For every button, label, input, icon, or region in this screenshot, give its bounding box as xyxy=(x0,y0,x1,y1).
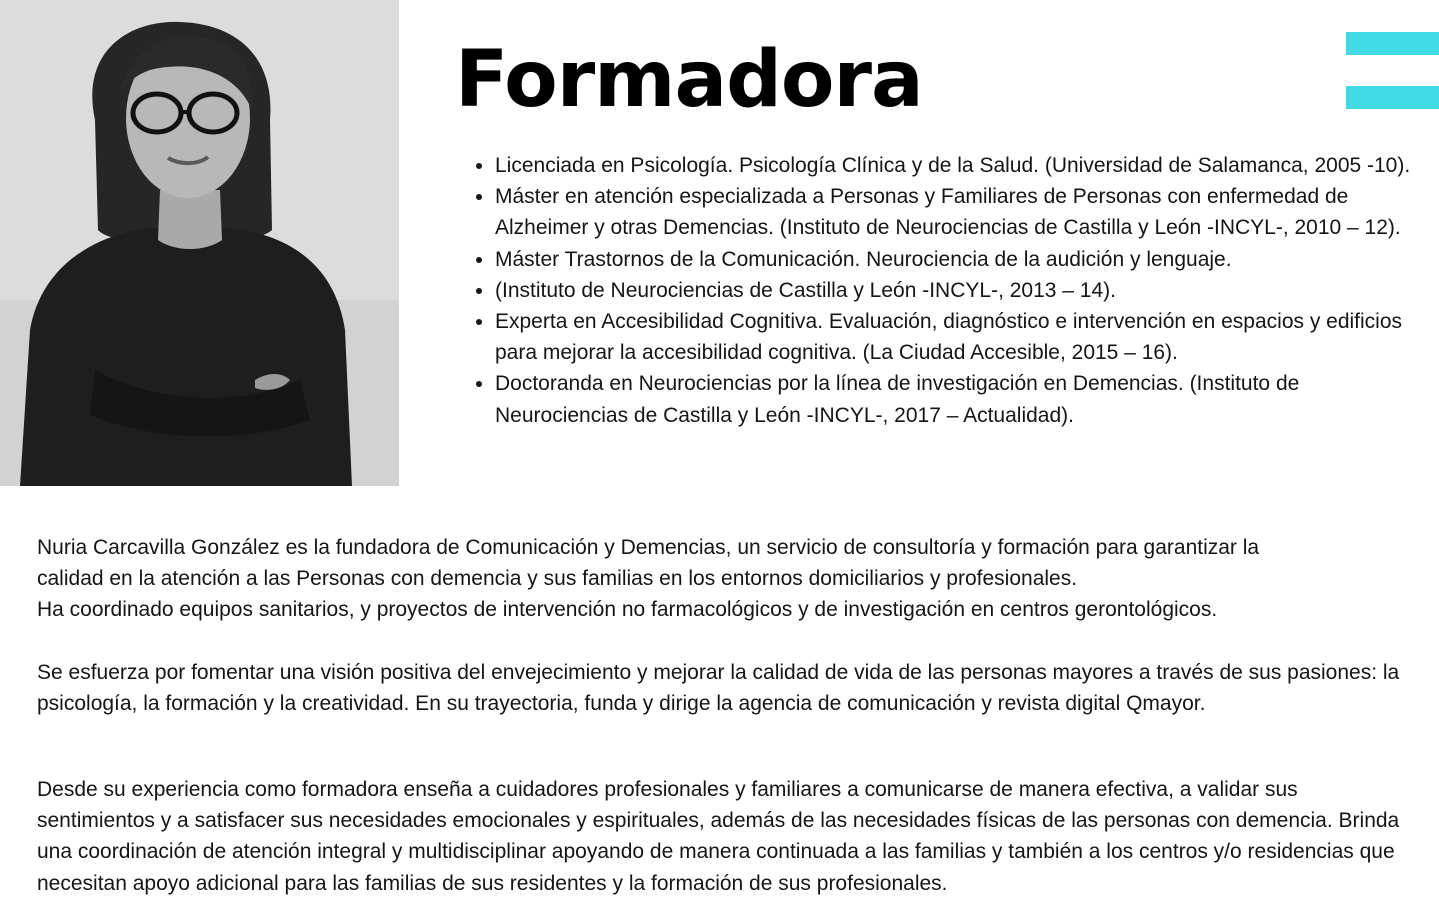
page-title: Formadora xyxy=(455,35,923,125)
accent-bar-top xyxy=(1346,32,1439,55)
credential-item: • Licenciada en Psicología. Psicología Clínica y de la Salud. (Universidad de Salamanca, 2005 -10). xyxy=(495,150,1415,181)
credentials-list xyxy=(473,150,1415,431)
profile-photo xyxy=(0,0,399,486)
credential-item: • Máster Trastornos de la Comunicación. Neurociencia de la audición y lenguaje. xyxy=(495,244,1415,275)
accent-bar-bottom xyxy=(1346,86,1439,109)
bio-paragraph-vision: Se esfuerza por fomentar una visión positiva del envejecimiento y mejorar la calidad de vida de las personas mayores a través de sus pasiones: la psicología, la formación y la creatividad. En su trayectoria, funda y dirige la agencia de comunicación y revista digital Qmayor. xyxy=(37,661,1400,716)
credential-item: • Experta en Accesibilidad Cognitiva. Evaluación, diagnóstico e intervención en espacios y edificios para mejorar la accesibilidad cognitiva. (La Ciudad Accesible, 2015 – 16). xyxy=(495,306,1415,368)
bio-paragraph-experience: Desde su experiencia como formadora enseña a cuidadores profesionales y familiares a comunicarse de manera efectiva, a validar sus sentimientos y a satisfacer sus necesidades emocionales y espirituales, además de las necesidades físicas de las personas con demencia. Brinda una coordinación de atención integral y multidisciplinar apoyando de manera continuada a las familias y también a los centros y/o residencias que necesitan apoyo adicional para las familias de sus residentes y la formación de sus profesionales. xyxy=(37,778,1400,895)
bio-paragraph-coordination: Ha coordinado equipos sanitarios, y proyectos de intervención no farmacológicos y de investigación en centros gerontológicos. xyxy=(37,598,1218,621)
credential-item: • Máster en atención especializada a Personas y Familiares de Personas con enfermedad de Alzheimer y otras Demencias. (Instituto de Neurociencias de Castilla y León -INCYL-, 2010 – 12). xyxy=(495,181,1415,243)
credential-item: • (Instituto de Neurociencias de Castilla y León -INCYL-, 2013 – 14). xyxy=(495,275,1415,306)
bio-paragraph-founder-cont: calidad en la atención a las Personas con demencia y sus familias en los entornos domiciliarios y profesionales. xyxy=(37,567,1078,590)
credential-item: • Doctoranda en Neurociencias por la línea de investigación en Demencias. (Instituto de Neurociencias de Castilla y León -INCYL-, 2017 – Actualidad). xyxy=(495,368,1415,430)
bio-paragraph-founder: Nuria Carcavilla González es la fundadora de Comunicación y Demencias, un servicio de consultoría y formación para garantizar la xyxy=(37,536,1260,559)
